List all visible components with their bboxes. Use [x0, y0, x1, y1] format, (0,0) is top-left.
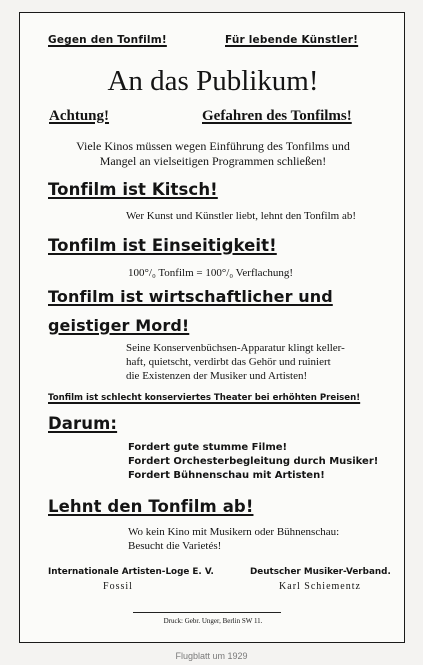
demand-3: Fordert Bühnenschau mit Artisten!	[128, 470, 325, 481]
reject-heading: Lehnt den Tonfilm ab!	[48, 497, 254, 516]
section1-heading: Tonfilm ist Kitsch!	[48, 180, 218, 199]
section3-text-1: Seine Konservenbüchsen-Apparatur klingt keller-	[126, 342, 345, 354]
section1-text: Wer Kunst und Künstler liebt, lehnt den Tonfilm ab!	[126, 210, 357, 222]
signature-name-right: Karl Schiementz	[279, 581, 361, 592]
signature-org-left: Internationale Artisten-Loge E. V.	[48, 567, 214, 577]
page-title: An das Publikum!	[107, 65, 319, 97]
darum-heading: Darum:	[48, 414, 118, 433]
intro-line-2: Mangel an vielseitigen Programmen schließen!	[99, 154, 327, 168]
section3-heading-line1: Tonfilm ist wirtschaftlicher und	[48, 287, 333, 306]
signature-org-right: Deutscher Musiker-Verband.	[250, 567, 391, 577]
section2-text: 100°/₀ Tonfilm = 100°/₀ Verflachung!	[128, 267, 294, 279]
section3-heading-line2: geistiger Mord!	[48, 316, 190, 335]
intro-line-1: Viele Kinos müssen wegen Einführung des Tonfilms und	[76, 139, 350, 153]
printer-line: Druck: Gebr. Unger, Berlin SW 11.	[163, 617, 263, 625]
flyer-sheet	[19, 12, 405, 643]
section3-text-3: die Existenzen der Musiker und Artisten!	[126, 370, 308, 382]
demand-1: Fordert gute stumme Filme!	[128, 442, 288, 453]
reject-text-1: Wo kein Kino mit Musikern oder Bühnenschau:	[128, 526, 340, 538]
header-left: Gegen den Tonfilm!	[48, 34, 167, 46]
reject-text-2: Besucht die Varietés!	[128, 540, 222, 552]
caption: Flugblatt um 1929	[175, 651, 248, 661]
signature-name-left: Fossil	[103, 581, 133, 592]
section3-text-2: haft, quietscht, verdirbt das Gehör und ruiniert	[126, 356, 331, 368]
demand-2: Fordert Orchesterbegleitung durch Musiker!	[128, 456, 379, 467]
subhead-left: Achtung!	[49, 108, 110, 124]
subhead-right: Gefahren des Tonfilms!	[202, 108, 352, 124]
theater-line: Tonfilm ist schlecht konserviertes Theater bei erhöhten Preisen!	[48, 393, 361, 403]
section2-heading: Tonfilm ist Einseitigkeit!	[48, 236, 277, 255]
header-right: Für lebende Künstler!	[225, 34, 359, 46]
printer-divider	[133, 612, 281, 613]
